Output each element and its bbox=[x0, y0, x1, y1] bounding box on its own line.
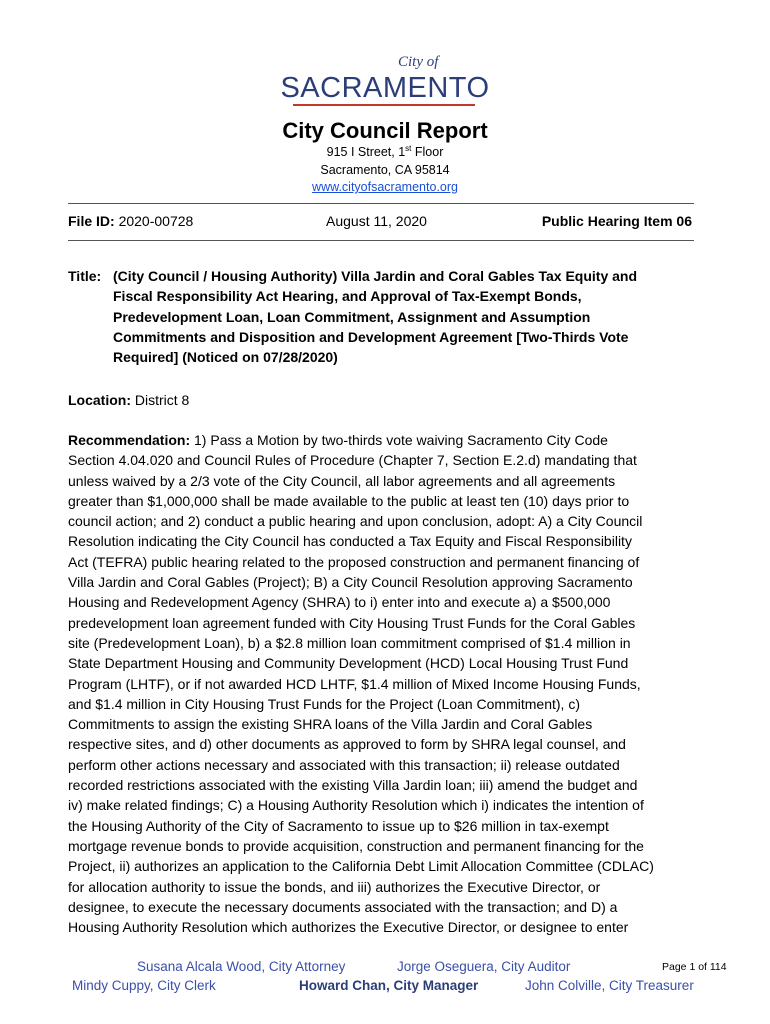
location bbox=[68, 390, 189, 410]
rec-label: Recommendation: bbox=[68, 432, 191, 448]
divider-bottom bbox=[68, 240, 694, 241]
report-title: City Council Report bbox=[282, 118, 488, 143]
recommendation bbox=[68, 430, 708, 937]
rec-line: the Housing Authority of the City of Sacramento to issue up to $26 million in tax-exempt bbox=[68, 817, 609, 834]
title-line: Commitments and Disposition and Development Agreement [Two-Thirds Vote bbox=[113, 328, 629, 345]
meeting-date: August 11, 2020 bbox=[326, 213, 427, 229]
rec-line: mortgage revenue bonds to provide acquisition, construction and permanent financing for the bbox=[68, 837, 644, 854]
divider-top bbox=[68, 203, 694, 204]
file-id-value: 2020-00728 bbox=[118, 213, 194, 229]
rec-line: Housing Authority Resolution which authorizes the Executive Director, or designee to enter bbox=[68, 919, 629, 936]
address-street: 915 I Street, 1st Floor bbox=[326, 143, 444, 159]
rec-line: recorded restrictions associated with the existing Villa Jardin loan; iii) amend the budget and bbox=[68, 777, 638, 794]
footer-attorney: Susana Alcala Wood, City Attorney bbox=[137, 959, 346, 974]
rec-line: predevelopment loan agreement funded with City Housing Trust Funds for the Coral Gables bbox=[68, 614, 636, 631]
footer-auditor: Jorge Oseguera, City Auditor bbox=[397, 959, 571, 974]
rec-line: respective sites, and d) other documents as approved to form by SHRA legal counsel, and bbox=[68, 736, 626, 753]
logo-sacramento: SACRAMENTO bbox=[280, 72, 490, 104]
rec-line: Project, ii) authorizes an application to the California Debt Limit Allocation Committee (CDLAC) bbox=[68, 858, 654, 875]
rec-line: and $1.4 million in City Housing Trust Funds for the Project (Loan Commitment), c) bbox=[68, 695, 580, 712]
logo-city-of: City of bbox=[398, 54, 439, 70]
rec-line: Housing and Redevelopment Agency (SHRA) to i) enter into and execute a) a $500,000 bbox=[68, 594, 611, 611]
rec-line: iv) make related findings; C) a Housing Authority Resolution which i) indicates the intention of bbox=[68, 797, 644, 814]
rec-line: unless waived by a 2/3 vote of the City Council, all labor agreements and all agreements bbox=[68, 472, 616, 489]
rec-line: perform other actions necessary and associated with this transaction; ii) release outdated bbox=[68, 756, 620, 773]
footer-manager: Howard Chan, City Manager bbox=[299, 978, 479, 993]
rec-line: Commitments to assign the existing SHRA loans of the Villa Jardin and Coral Gables bbox=[68, 716, 593, 733]
title-line: (City Council / Housing Authority) Villa Jardin and Coral Gables Tax Equity and bbox=[113, 268, 638, 284]
rec-line: Program (LHTF), or if not awarded HCD LHTF, $1.4 million of Mixed Income Housing Funds, bbox=[68, 675, 641, 692]
rec-line: for allocation authority to issue the bonds, and iii) authorizes the Executive Director, or bbox=[68, 878, 601, 895]
logo-underline bbox=[293, 104, 475, 106]
file-id bbox=[68, 211, 193, 231]
title-label: Title: bbox=[68, 268, 102, 284]
location-value: District 8 bbox=[134, 392, 190, 408]
website bbox=[0, 178, 770, 196]
website-link[interactable]: www.cityofsacramento.org bbox=[312, 180, 458, 194]
footer-treasurer: John Colville, City Treasurer bbox=[525, 978, 694, 993]
rec-line: Resolution indicating the City Council has conducted a Tax Equity and Fiscal Responsibility bbox=[68, 533, 632, 550]
agenda-item: Public Hearing Item 06 bbox=[541, 213, 692, 229]
rec-line: designee, to execute the necessary documents associated with the transaction; and D) a bbox=[68, 898, 618, 915]
rec-line: greater than $1,000,000 shall be made available to the public at least ten (10) days prior to bbox=[68, 492, 630, 509]
location-label: Location: bbox=[68, 392, 131, 408]
address-city: Sacramento, CA 95814 bbox=[320, 163, 450, 177]
title-text bbox=[113, 266, 693, 367]
rec-line: Recommendation: 1) Pass a Motion by two-thirds vote waiving Sacramento City Code bbox=[68, 432, 608, 448]
file-id-label: File ID: bbox=[68, 213, 115, 229]
title-line: Required] (Noticed on 07/28/2020) bbox=[113, 349, 338, 366]
rec-line: site (Predevelopment Loan), b) a $2.8 million loan commitment comprised of $1.4 million in bbox=[68, 634, 631, 651]
rec-line: council action; and 2) conduct a public hearing and upon conclusion, adopt: A) a City Council bbox=[68, 513, 643, 530]
title-line: Fiscal Responsibility Act Hearing, and Approval of Tax-Exempt Bonds, bbox=[113, 288, 582, 305]
rec-line: Villa Jardin and Coral Gables (Project); B) a City Council Resolution approving Sacramento bbox=[68, 574, 633, 591]
title-line: Predevelopment Loan, Loan Commitment, Assignment and Assumption bbox=[113, 308, 591, 325]
footer-clerk: Mindy Cuppy, City Clerk bbox=[72, 978, 216, 993]
rec-line: Act (TEFRA) public hearing related to the proposed construction and permanent financing of bbox=[68, 553, 640, 570]
page-number: Page 1 of 114 bbox=[662, 961, 727, 973]
rec-line: Section 4.04.020 and Council Rules of Procedure (Chapter 7, Section E.2.d) mandating that bbox=[68, 452, 637, 469]
rec-line: State Department Housing and Community Development (HCD) Local Housing Trust Fund bbox=[68, 655, 629, 672]
